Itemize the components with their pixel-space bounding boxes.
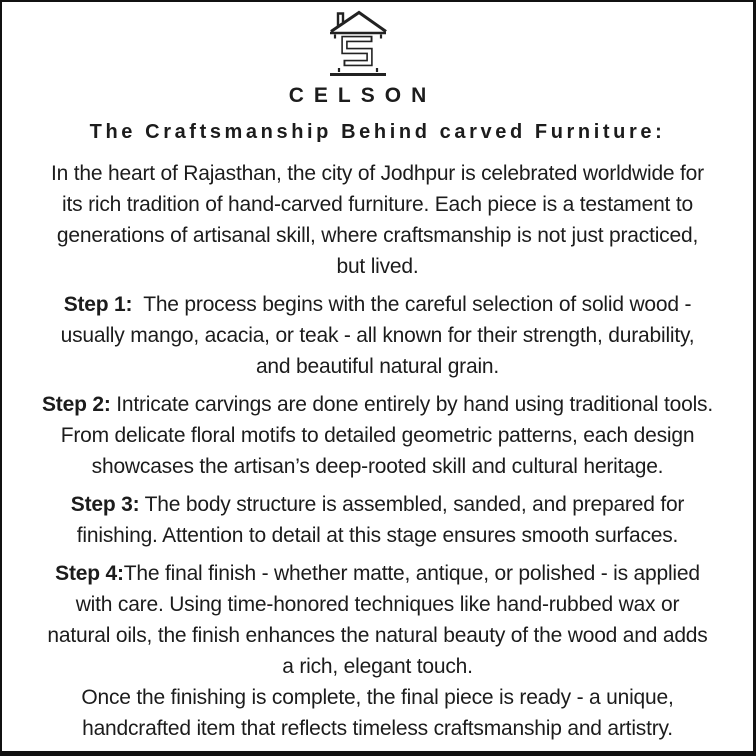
step-label: Step 3: [70,493,140,516]
house-s-logo-icon [329,10,387,78]
page-title: The Craftsmanship Behind carved Furniture: [89,121,666,143]
text-line: with care. Using time-honored techniques like hand-rubbed wax or [75,593,680,616]
step-paragraph [12,489,743,551]
step-label: Step 4: [55,562,124,585]
paragraph [12,158,743,282]
brand-name: CELSON [288,84,437,107]
text-line: In the heart of Rajasthan, the city of Jodhpur is celebrated worldwide for [51,162,704,185]
step-paragraph [12,289,743,382]
text-line: and beautiful natural grain. [255,355,500,378]
text-line: its rich tradition of hand-carved furniture. Each piece is a testament to [62,193,693,216]
text-line: finishing. Attention to detail at this stage ensures smooth surfaces. [76,524,679,547]
text-line: usually mango, acacia, or teak - all known for their strength, durability, [60,324,695,347]
text-line: natural oils, the finish enhances the natural beauty of the wood and adds [47,624,708,647]
step-paragraph [12,558,743,682]
step-label: Step 1: [63,293,133,316]
text-line: generations of artisanal skill, where craftsmanship is not just practiced, [56,224,699,247]
text-line: Step 4:The final finish - whether matte, antique, or polished - is applied [55,562,700,585]
text-line: From delicate floral motifs to detailed geometric patterns, each design [60,424,695,447]
text-line: showcases the artisan’s deep-rooted skill and cultural heritage. [91,455,664,478]
step-paragraph [12,389,743,482]
text-line: Step 2: Intricate carvings are done entirely by hand using traditional tools. [42,393,713,416]
logo-base-ticks [339,68,377,72]
text-line: Once the finishing is complete, the final piece is ready - a unique, [81,686,674,709]
step-label: Step 2: [42,393,111,416]
text-line: a rich, elegant touch. [282,655,473,678]
logo-roof [331,13,386,32]
text-line: handcrafted item that reflects timeless craftsmanship and artistry. [82,717,673,740]
body-text [2,158,753,744]
paragraph [12,682,743,744]
text-line: Step 1: The process begins with the careful selection of solid wood - [63,293,692,316]
text-line: but lived. [336,255,419,278]
text-line: Step 3: The body structure is assembled, sanded, and prepared for [70,493,685,516]
